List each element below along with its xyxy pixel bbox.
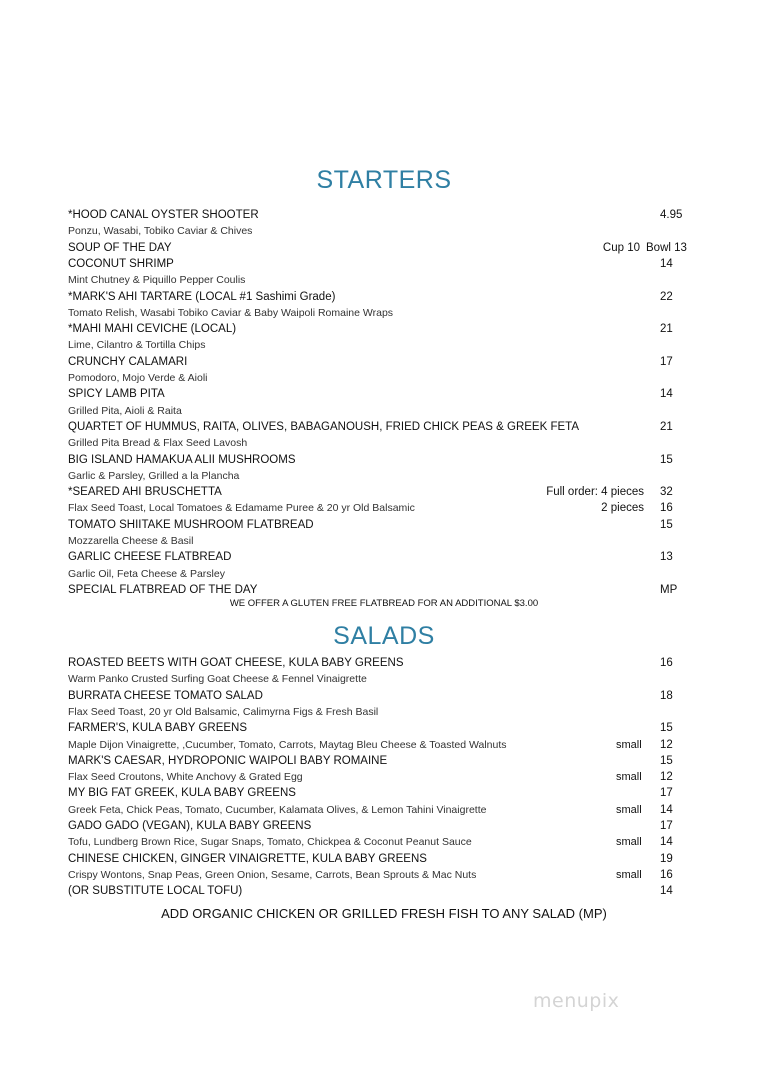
small-portion-label: small	[616, 771, 642, 784]
item-description: Garlic & Parsley, Grilled a la Plancha	[68, 469, 240, 482]
menu-item-description-row	[68, 802, 690, 818]
item-price: 32	[660, 486, 673, 499]
menu-item-row	[68, 818, 690, 834]
item-description: Lime, Cilantro & Tortilla Chips	[68, 339, 206, 352]
menu-item-row	[68, 484, 690, 500]
menu-item-row	[68, 655, 690, 671]
gluten-free-note: WE OFFER A GLUTEN FREE FLATBREAD FOR AN ADDITIONAL $3.00	[229, 598, 539, 609]
item-name: *MAHI MAHI CEVICHE (LOCAL)	[68, 323, 237, 336]
item-price: 14	[660, 257, 673, 270]
item-name: (OR SUBSTITUTE LOCAL TOFU)	[68, 885, 243, 898]
item-price: 16	[660, 657, 673, 669]
portion-size: Cup 10	[602, 241, 640, 254]
item-name: CRUNCHY CALAMARI	[68, 355, 188, 368]
item-price: 13	[660, 551, 673, 564]
menu-item-row	[68, 452, 690, 468]
menu-item-description-row	[68, 337, 690, 353]
menu-item-description-row	[68, 834, 690, 850]
portion-size: 2 pieces	[601, 502, 644, 515]
menu-item-row	[68, 240, 690, 256]
starters-heading: STARTERS	[316, 166, 452, 194]
menu-item-description-row	[68, 435, 690, 451]
item-price: 14	[660, 885, 673, 898]
menu-item-description-row	[68, 305, 690, 321]
item-description: Flax Seed Toast, 20 yr Old Balsamic, Calimyrna Figs & Fresh Basil	[68, 705, 379, 718]
small-portion-label: small	[616, 738, 642, 751]
menupix-watermark: menupix	[533, 990, 620, 1012]
item-description: Crispy Wontons, Snap Peas, Green Onion, Sesame, Carrots, Bean Sprouts & Mac Nuts	[68, 868, 477, 881]
item-name: ROASTED BEETS WITH GOAT CHEESE, KULA BABY GREENS	[68, 657, 404, 669]
item-price: 17	[660, 787, 673, 800]
item-name: MY BIG FAT GREEK, KULA BABY GREENS	[68, 787, 296, 800]
menu-item-row	[68, 419, 690, 435]
item-price: 4.95	[660, 209, 683, 221]
item-price: 15	[660, 518, 673, 531]
menu-item-row	[68, 688, 690, 704]
menu-item-description-row	[68, 769, 690, 785]
item-price: 12	[660, 771, 673, 784]
menu-item-description-row	[68, 867, 690, 883]
item-name: GARLIC CHEESE FLATBREAD	[68, 551, 232, 564]
menu-item-description-row	[68, 223, 690, 239]
menu-item-description-row	[68, 737, 690, 753]
menu-item-description-row	[68, 704, 690, 720]
item-description: Greek Feta, Chick Peas, Tomato, Cucumber, Kalamata Olives, & Lemon Tahini Vinaigrette	[68, 803, 487, 816]
menu-item-description-row	[68, 370, 690, 386]
item-description: Ponzu, Wasabi, Tobiko Caviar & Chives	[68, 225, 253, 238]
item-name: SPECIAL FLATBREAD OF THE DAY	[68, 583, 258, 596]
item-name: FARMER'S, KULA BABY GREENS	[68, 722, 248, 735]
menu-item-description-row	[68, 533, 690, 549]
item-name: SOUP OF THE DAY	[68, 241, 172, 254]
item-name: *SEARED AHI BRUSCHETTA	[68, 486, 222, 499]
small-portion-label: small	[616, 868, 642, 881]
small-portion-label: small	[616, 836, 642, 849]
item-description: Grilled Pita, Aioli & Raita	[68, 404, 182, 417]
item-description: Tomato Relish, Wasabi Tobiko Caviar & Baby Waipoli Romaine Wraps	[68, 306, 394, 319]
menu-item-description-row	[68, 272, 690, 288]
item-description: Grilled Pita Bread & Flax Seed Lavosh	[68, 437, 248, 450]
item-name: *MARK'S AHI TARTARE (LOCAL #1 Sashimi Grade)	[68, 290, 336, 303]
item-description: Warm Panko Crusted Surfing Goat Cheese & Fennel Vinaigrette	[68, 673, 367, 686]
small-portion-label: small	[616, 803, 642, 816]
menu-item-row	[68, 851, 690, 867]
portion-size: Full order: 4 pieces	[546, 486, 644, 499]
salads-heading: SALADS	[333, 622, 435, 650]
item-price: MP	[660, 583, 678, 596]
item-description: Flax Seed Croutons, White Anchovy & Grated Egg	[68, 771, 303, 784]
item-price: 14	[660, 803, 673, 816]
item-price: 14	[660, 836, 673, 849]
item-description: Mint Chutney & Piquillo Pepper Coulis	[68, 274, 246, 287]
menu-item-description-row	[68, 468, 690, 484]
item-price: 21	[660, 420, 673, 433]
item-description: Tofu, Lundberg Brown Rice, Sugar Snaps, Tomato, Chickpea & Coconut Peanut Sauce	[68, 836, 472, 849]
menu-item-row	[68, 582, 690, 598]
item-name: SPICY LAMB PITA	[68, 388, 165, 401]
item-description: Maple Dijon Vinaigrette, ,Cucumber, Tomato, Carrots, Maytag Bleu Cheese & Toasted Walnuts	[68, 738, 507, 751]
item-price: Bowl 13	[646, 241, 687, 254]
menu-item-row	[68, 785, 690, 801]
item-price: 18	[660, 689, 673, 702]
menu-item-row	[68, 256, 690, 272]
item-name: TOMATO SHIITAKE MUSHROOM FLATBREAD	[68, 518, 314, 531]
item-price: 17	[660, 820, 673, 832]
item-price: 19	[660, 852, 673, 865]
menu-item-row	[68, 753, 690, 769]
menu-item-row	[68, 289, 690, 305]
item-price: 21	[660, 323, 673, 336]
menu-item-row	[68, 517, 690, 533]
menu-item-row	[68, 354, 690, 370]
item-price: 15	[660, 754, 673, 767]
item-name: BIG ISLAND HAMAKUA ALII MUSHROOMS	[68, 453, 296, 466]
menu-item-description-row	[68, 671, 690, 687]
item-description: Garlic Oil, Feta Cheese & Parsley	[68, 567, 225, 580]
menu-item-description-row	[68, 403, 690, 419]
item-name: QUARTET OF HUMMUS, RAITA, OLIVES, BABAGANOUSH, FRIED CHICK PEAS & GREEK FETA	[68, 420, 579, 433]
item-price: 15	[660, 453, 673, 466]
item-name: CHINESE CHICKEN, GINGER VINAIGRETTE, KULA BABY GREENS	[68, 852, 427, 865]
menu-item-row	[68, 883, 690, 899]
item-name: *HOOD CANAL OYSTER SHOOTER	[68, 209, 259, 221]
item-name: MARK'S CAESAR, HYDROPONIC WAIPOLI BABY ROMAINE	[68, 754, 388, 767]
menu-item-description-row	[68, 566, 690, 582]
menu-item-row	[68, 386, 690, 402]
item-price: 15	[660, 722, 673, 735]
item-price: 22	[660, 290, 673, 303]
item-name: GADO GADO (VEGAN), KULA BABY GREENS	[68, 820, 312, 832]
item-price: 16	[660, 502, 673, 515]
menu-item-row	[68, 321, 690, 337]
menu-item-description-row	[68, 500, 690, 516]
item-name: COCONUT SHRIMP	[68, 257, 174, 270]
add-protein-note: ADD ORGANIC CHICKEN OR GRILLED FRESH FISH TO ANY SALAD (MP)	[161, 906, 607, 921]
item-description: Mozzarella Cheese & Basil	[68, 535, 194, 547]
item-description: Flax Seed Toast, Local Tomatoes & Edamame Puree & 20 yr Old Balsamic	[68, 502, 415, 515]
item-price: 16	[660, 868, 673, 881]
menu-item-row	[68, 549, 690, 565]
item-description: Pomodoro, Mojo Verde & Aioli	[68, 372, 208, 384]
item-price: 12	[660, 738, 673, 751]
item-price: 14	[660, 388, 673, 401]
menu-item-row	[68, 720, 690, 736]
menu-item-row	[68, 207, 690, 223]
item-name: BURRATA CHEESE TOMATO SALAD	[68, 689, 263, 702]
item-price: 17	[660, 355, 673, 368]
